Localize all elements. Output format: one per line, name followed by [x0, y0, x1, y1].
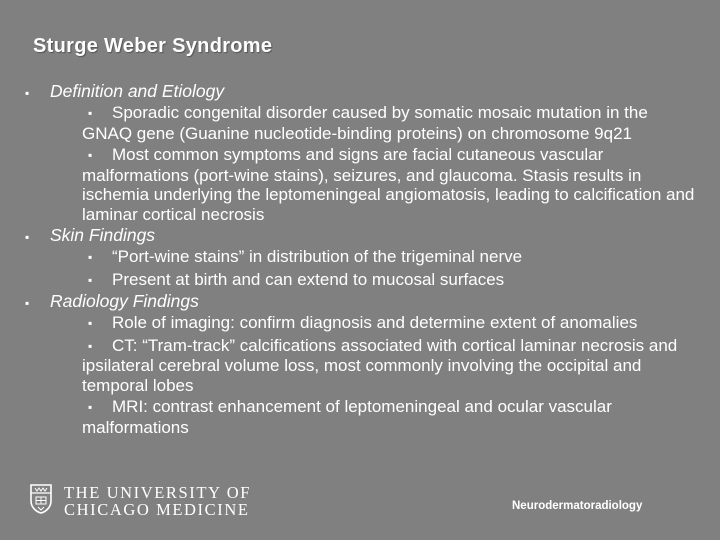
- list-item: [20, 313, 710, 334]
- bullet-icon: ▪: [88, 106, 93, 120]
- bullet-icon: ▪: [25, 230, 30, 244]
- bullet-icon: ▪: [88, 338, 93, 353]
- bullet-icon: ▪: [88, 250, 93, 264]
- list-item-text: CT: “Tram-track” calcifications associated with cortical laminar necrosis and ipsilateral cerebral volume loss, most commonly involving the occipital and temporal lobes: [82, 335, 678, 395]
- list-item: [20, 270, 710, 291]
- footer-label: Neurodermatoradiology: [512, 500, 643, 512]
- slide-title: Sturge Weber Syndrome: [33, 35, 273, 57]
- university-crest-icon: [30, 484, 52, 514]
- list-item: [20, 397, 710, 437]
- section-radiology: [20, 291, 710, 311]
- logo-wordmark: [64, 484, 251, 518]
- section-skin: [20, 225, 710, 245]
- bullet-icon: ▪: [88, 148, 93, 162]
- section-heading: Skin Findings: [50, 225, 156, 245]
- list-item: [20, 247, 710, 268]
- list-item-text: Role of imaging: confirm diagnosis and determine extent of anomalies: [112, 313, 638, 332]
- list-item-text: “Port-wine stains” in distribution of the trigeminal nerve: [112, 247, 523, 266]
- list-item-text: MRI: contrast enhancement of leptomeningeal and ocular vascular malformations: [82, 397, 612, 437]
- section-definition: [20, 81, 710, 101]
- bullet-icon: ▪: [25, 296, 30, 310]
- section-heading: Radiology Findings: [50, 291, 199, 311]
- slide-content: [20, 80, 710, 437]
- bullet-icon: ▪: [25, 86, 30, 100]
- university-logo: [30, 484, 250, 520]
- list-item-text: Sporadic congenital disorder caused by somatic mosaic mutation in the GNAQ gene (Guanine nucleotide-binding proteins) on chromosome 9q21: [82, 103, 648, 143]
- logo-line-1: THE UNIVERSITY OF: [64, 483, 251, 502]
- list-item: [20, 145, 710, 224]
- section-heading: Definition and Etiology: [50, 81, 225, 101]
- list-item-text: Most common symptoms and signs are facial cutaneous vascular malformations (port-wine stains), seizures, and glaucoma. Stasis results in ischemia underlying the leptomeningeal angiomatosis, leading to calcification and laminar cortical necrosis: [82, 145, 695, 224]
- list-item-text: Present at birth and can extend to mucosal surfaces: [112, 269, 505, 289]
- logo-line-2: CHICAGO MEDICINE: [64, 500, 250, 519]
- bullet-icon: ▪: [88, 316, 93, 330]
- list-item: [20, 103, 710, 143]
- list-item: [20, 336, 710, 396]
- bullet-icon: ▪: [88, 400, 93, 414]
- bullet-icon: ▪: [88, 272, 93, 287]
